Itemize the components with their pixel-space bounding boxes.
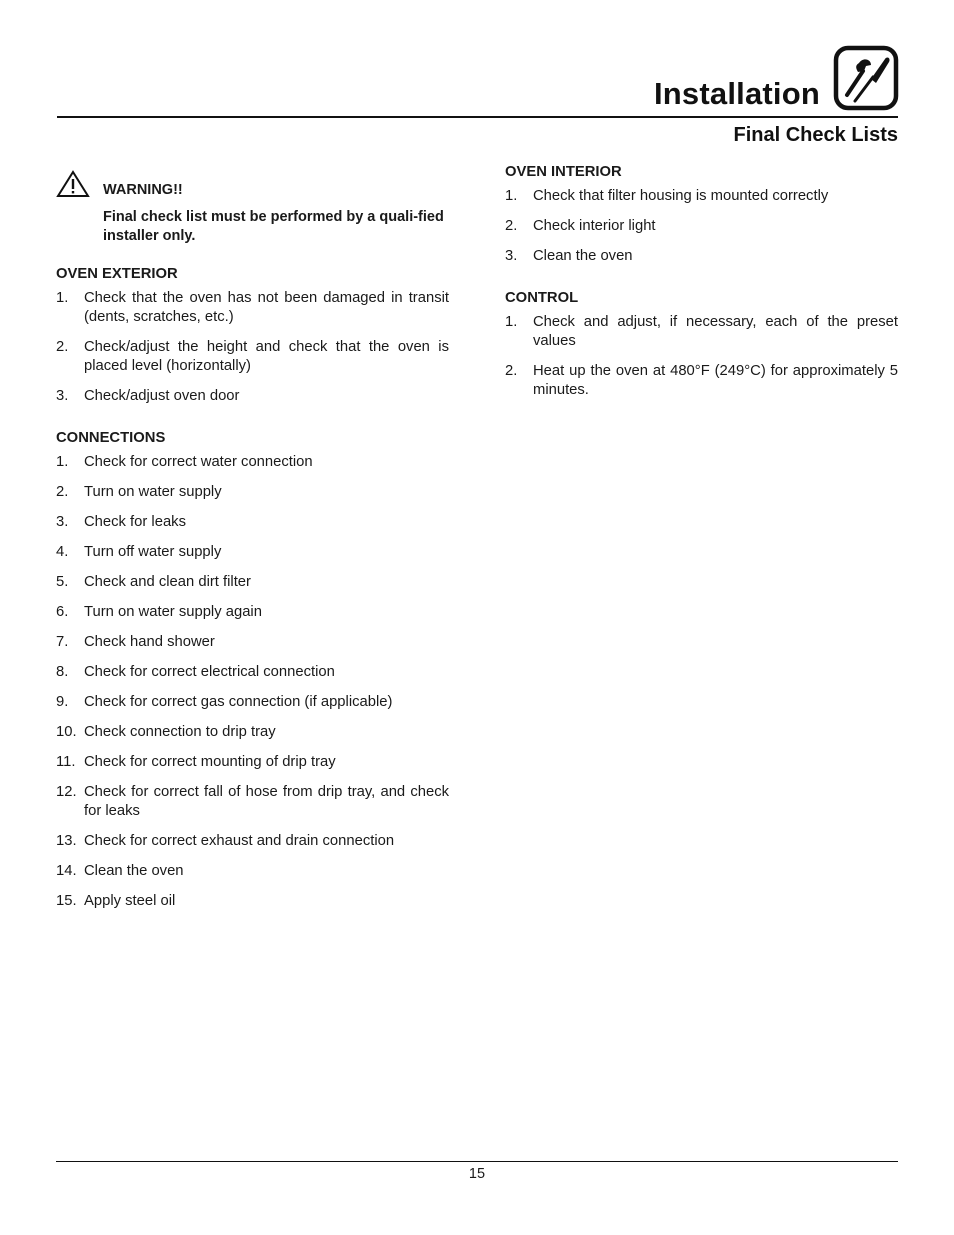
- control-section: [505, 289, 898, 400]
- list-item: [56, 663, 449, 682]
- control-title: CONTROL: [505, 290, 579, 306]
- item-number: 2.: [56, 339, 69, 355]
- item-text: Turn on water supply: [84, 484, 222, 500]
- list-item: [56, 633, 449, 652]
- item-text: Check for correct fall of hose from drip tray, and check for leaks: [84, 784, 449, 819]
- control-list: [505, 313, 898, 400]
- item-text: Check hand shower: [84, 634, 215, 650]
- oven-interior-title: OVEN INTERIOR: [505, 164, 622, 180]
- list-item: [56, 783, 449, 821]
- item-text: Check for correct gas connection (if applicable): [84, 694, 393, 710]
- item-text: Check and adjust, if necessary, each of the preset values: [533, 314, 898, 349]
- list-item: [505, 362, 898, 400]
- item-text: Check for leaks: [84, 514, 186, 530]
- item-number: 3.: [56, 514, 69, 530]
- left-column: [56, 170, 449, 922]
- oven-exterior-list: [56, 289, 449, 406]
- item-number: 5.: [56, 574, 69, 590]
- item-number: 4.: [56, 544, 69, 560]
- item-text: Check for correct water connection: [84, 454, 313, 470]
- list-item: [505, 247, 898, 266]
- item-text: Heat up the oven at 480°F (249°C) for approximately 5 minutes.: [533, 363, 898, 398]
- page-title: Installation: [653, 76, 820, 111]
- item-number: 3.: [505, 248, 518, 264]
- list-item: [56, 453, 449, 472]
- warning-header: [56, 170, 449, 198]
- list-item: [56, 338, 449, 376]
- item-text: Check that filter housing is mounted correctly: [533, 188, 829, 204]
- list-item: [56, 573, 449, 592]
- list-item: [56, 892, 449, 911]
- item-number: 2.: [56, 484, 69, 500]
- item-text: Check/adjust oven door: [84, 388, 240, 404]
- item-number: 1.: [56, 290, 69, 306]
- connections-section: [56, 429, 449, 911]
- tools-icon: [833, 45, 899, 111]
- item-text: Check interior light: [533, 218, 656, 234]
- item-number: 8.: [56, 664, 69, 680]
- item-number: 3.: [56, 388, 69, 404]
- oven-interior-section: [505, 163, 898, 266]
- item-number: 9.: [56, 694, 69, 710]
- item-number: 11.: [56, 754, 76, 770]
- item-number: 1.: [505, 188, 518, 204]
- item-text: Clean the oven: [533, 248, 633, 264]
- list-item: [56, 289, 449, 327]
- item-number: 15.: [56, 893, 77, 909]
- item-text: Check that the oven has not been damaged in transit (dents, scratches, etc.): [84, 290, 449, 325]
- list-item: [505, 313, 898, 351]
- item-number: 13.: [56, 833, 77, 849]
- list-item: [505, 217, 898, 236]
- section-title: Final Check Lists: [733, 124, 898, 146]
- connections-title: CONNECTIONS: [56, 430, 166, 446]
- list-item: [56, 543, 449, 562]
- oven-exterior-section: [56, 265, 449, 406]
- item-number: 12.: [56, 784, 77, 800]
- item-text: Check for correct electrical connection: [84, 664, 335, 680]
- list-item: [56, 753, 449, 772]
- item-number: 1.: [56, 454, 69, 470]
- list-item: [56, 832, 449, 851]
- list-item: [56, 603, 449, 622]
- item-number: 7.: [56, 634, 69, 650]
- list-item: [56, 862, 449, 881]
- oven-exterior-title: OVEN EXTERIOR: [56, 266, 178, 282]
- page-number: 15: [468, 1166, 486, 1182]
- item-number: 2.: [505, 218, 518, 234]
- item-number: 2.: [505, 363, 518, 379]
- item-number: 14.: [56, 863, 77, 879]
- connections-list: [56, 453, 449, 911]
- item-text: Apply steel oil: [84, 893, 176, 909]
- item-text: Check for correct exhaust and drain connection: [84, 833, 395, 849]
- item-text: Clean the oven: [84, 863, 184, 879]
- item-text: Check/adjust the height and check that the oven is placed level (horizontally): [84, 339, 449, 374]
- list-item: [56, 723, 449, 742]
- warning-text: Final check list must be performed by a quali-fied installer only.: [103, 209, 444, 244]
- oven-interior-list: [505, 187, 898, 266]
- item-text: Turn on water supply again: [84, 604, 262, 620]
- item-number: 1.: [505, 314, 518, 330]
- footer-divider: [56, 1161, 898, 1162]
- list-item: [505, 187, 898, 206]
- list-item: [56, 513, 449, 532]
- item-number: 10.: [56, 724, 77, 740]
- item-text: Turn off water supply: [84, 544, 222, 560]
- right-column: [505, 163, 898, 411]
- item-text: Check for correct mounting of drip tray: [84, 754, 336, 770]
- header-divider: [57, 116, 898, 118]
- item-text: Check and clean dirt filter: [84, 574, 251, 590]
- list-item: [56, 483, 449, 502]
- warning-triangle-icon: [56, 170, 90, 198]
- list-item: [56, 693, 449, 712]
- item-number: 6.: [56, 604, 69, 620]
- warning-label: WARNING!!: [103, 182, 183, 198]
- list-item: [56, 387, 449, 406]
- item-text: Check connection to drip tray: [84, 724, 276, 740]
